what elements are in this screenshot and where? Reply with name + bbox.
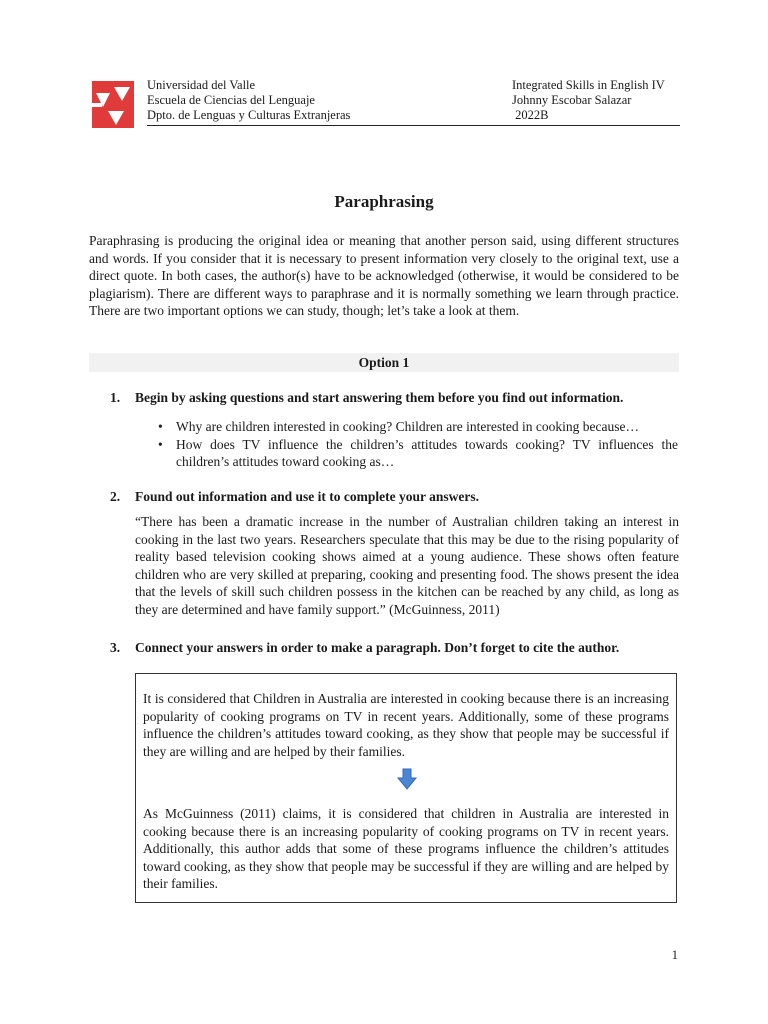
paraphrase-draft: It is considered that Children in Australia are interested in cooking because there is an increasing popularity of cooking programs on TV in recent years. Additionally, some of these programs influence the children’s attitudes toward cooking, as they show that people may be successful if they are willing and are helped by their families. bbox=[143, 691, 669, 759]
bullet-icon: • bbox=[158, 419, 163, 434]
header-school: Escuela de Ciencias del Lenguaje bbox=[147, 93, 315, 107]
step-number: 3. bbox=[110, 640, 121, 655]
source-quote: “There has been a dramatic increase in the number of Australian children taking an interest in cooking in the last two years. Researchers speculate that this may be due to the rising popularity of reality based television cooking shows aimed at a young audience. These shows often feature children who are very skilled at preparing, cooking and presenting food. The shows present the idea that the levels of skill such children possess in the kitchen can be reached by any child, as long as they are determined and have family support.” (McGuinness, 2011) bbox=[135, 514, 679, 617]
step-text: Found out information and use it to complete your answers. bbox=[135, 489, 480, 504]
header-course-name: Integrated Skills in English IV bbox=[512, 78, 665, 92]
header-institution bbox=[147, 78, 350, 123]
header-teacher: Johnny Escobar Salazar bbox=[512, 93, 632, 107]
header-university: Universidad del Valle bbox=[147, 78, 256, 92]
step-2 bbox=[110, 489, 680, 505]
header-term: 2022B bbox=[512, 108, 549, 122]
intro-paragraph: Paraphrasing is producing the original idea or meaning that another person said, using different structures and words. If you consider that it is necessary to present information very closely to the original text, use a direct quote. In both cases, the author(s) have to be acknowledged (otherwise, it would be considered to be plagiarism). There are different ways to paraphrase and it is normally something we learn through practice. There are two important options we can study, though; let’s take a look at them. bbox=[89, 233, 679, 319]
univalle-logo-icon bbox=[92, 81, 134, 128]
paraphrase-cited: As McGuinness (2011) claims, it is considered that children in Australia are interested in cooking because there is an increasing popularity of cooking programs on TV in recent years. Additionally, this author adds that some of these programs influence the children’s attitudes toward cooking, as they show that people may be successful if they are willing and are helped by their families. bbox=[143, 806, 669, 892]
step-text: Begin by asking questions and start answering them before you find out information. bbox=[135, 390, 624, 405]
step-text: Connect your answers in order to make a paragraph. Don’t forget to cite the author. bbox=[135, 640, 620, 655]
page-title: Paraphrasing bbox=[334, 192, 434, 211]
header-department: Dpto. de Lenguas y Culturas Extranjeras bbox=[147, 108, 351, 122]
arrow-down-icon bbox=[396, 768, 418, 790]
step-number: 2. bbox=[110, 489, 121, 504]
page-number: 1 bbox=[671, 948, 678, 962]
list-item: • How does TV influence the children’s attitudes towards cooking? TV influences the children’s attitudes toward cooking as… bbox=[158, 436, 678, 470]
step-3 bbox=[110, 640, 680, 656]
paraphrase-example-box bbox=[135, 673, 677, 903]
question-list bbox=[158, 418, 678, 471]
bullet-icon: • bbox=[158, 436, 163, 452]
option-heading: Option 1 bbox=[89, 353, 679, 372]
step-number: 1. bbox=[110, 390, 121, 405]
header-divider bbox=[147, 125, 680, 126]
header-course bbox=[512, 78, 665, 123]
page-header bbox=[92, 78, 680, 128]
step-1 bbox=[110, 390, 680, 406]
list-item: • Why are children interested in cooking? Children are interested in cooking because… bbox=[158, 419, 639, 434]
